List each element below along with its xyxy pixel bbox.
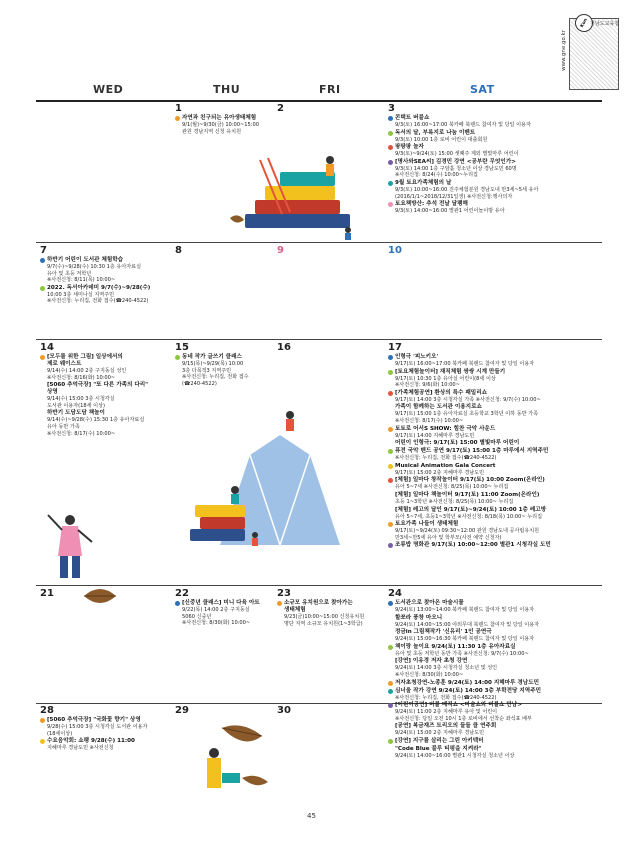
event-title: [모두를 위한 그림] 일상에서의 제로 웨이스트: [47, 354, 123, 367]
event-bullet-icon: [388, 116, 393, 121]
event-details: 9/1(월)~9/30(금) 10:00~15:00 관원 경남지역 신청 유치원: [182, 122, 259, 135]
event-item: [388, 130, 603, 144]
event-item: [388, 738, 603, 745]
books-ladder-illustration: [220, 130, 380, 240]
event-details: 9/3(토) 14:00 1층 구암홀 청소년 이상 경남도민 60명 ※사전신청: 8/24(수) 10:00~누리집: [395, 165, 517, 179]
event-item: [388, 115, 603, 129]
week-divider-1: [36, 242, 602, 243]
event-details: 9/17(토) 10:30 1층 유아실 어린이(8세 이상 ※사전신청: 9/6(화) 10:00~: [395, 375, 496, 389]
event-title: 저자초청강연-노종훈 9/24(토) 14:00 지혜마루 경남도민: [395, 679, 540, 686]
event-title: [어린이공연] 버블 매직쇼 <마술쇼와 버블쇼 만남>: [395, 702, 522, 709]
event-item: [40, 382, 175, 409]
event-details: 9/24(토) 15:00~16:30 북카페 북랜드 참여자 및 당일 이용자: [395, 636, 535, 643]
event-item: [388, 426, 603, 440]
event-bullet-icon: [388, 464, 393, 469]
cell-day-10: [388, 245, 488, 256]
event-bullet-icon: [388, 478, 393, 483]
leaf-illustration: [80, 580, 120, 610]
event-item: [388, 507, 603, 521]
event-item: [175, 354, 275, 387]
event-item: [40, 257, 175, 284]
event-title: [명사와SEA씨] 김경민 강연 <공부란 무엇인가>: [395, 158, 516, 165]
event-item: [388, 492, 603, 506]
header-divider: [36, 100, 602, 102]
event-bullet-icon: [388, 689, 393, 694]
event-details: 9/14(수)~9/28(수) 15:30 1층 유아자료실 유아 동반 가족 ※사전신청: 8/17(수) 10:00~: [47, 417, 145, 437]
day-number: 3: [388, 103, 395, 114]
event-details: 9/24(토) 11:00 2층 지혜마루 유아 및 어린이 ※사전신청: 당일 오전 10시 1층 로비에서 선착순 좌석표 배부: [395, 709, 532, 722]
event-details: 9/24(토) 14:00 3층 시청각실 청소년 및 성인 ※사전신청: 8/30(화) 10:00~: [395, 665, 498, 678]
event-bullet-icon: [277, 601, 282, 606]
event-item: [388, 404, 603, 424]
day-number: 30: [277, 705, 291, 716]
event-item: [388, 629, 603, 643]
event-title: 토토로 어서S SHOW: 힘찬 극악 사운드: [395, 425, 496, 432]
day-number: 15: [175, 342, 189, 353]
event-title: 수요음악회: 쇼팽 9/28(수) 11:00: [47, 738, 135, 745]
event-bullet-icon: [388, 181, 393, 186]
event-details: 9/3(토) 16:00~17:00 북카페 북랜드 참여자 및 당일 이용자: [395, 122, 531, 128]
event-item: [388, 521, 603, 541]
event-item: [40, 410, 175, 437]
day-header-fri: FRI: [319, 83, 341, 96]
event-details: ※사전신청: 누리집, 전화 접수(☎240-4522): [395, 694, 497, 701]
cell-day-14: [40, 342, 175, 437]
cell-day-24: [388, 588, 603, 760]
day-number: 28: [40, 705, 54, 716]
event-bullet-icon: [388, 543, 393, 548]
logo-mark-text: Kon: [579, 17, 589, 29]
event-details: 9/24(토) 13:00~14:00 북카페 북랜드 참여자 및 당일 이용자: [395, 607, 535, 613]
event-details: 9/17(토) 14:00 지혜마루 경남도민: [395, 432, 475, 439]
cell-day-2: [277, 103, 377, 114]
event-title: 토요가족 나들이 생태체험: [395, 521, 459, 528]
event-item: [388, 723, 603, 737]
event-bullet-icon: [388, 370, 393, 375]
event-item: [388, 600, 603, 614]
cell-day-8: [175, 245, 275, 256]
event-title: "Code Blue 블루 티펑을 지켜라": [395, 745, 482, 752]
event-title: 인형극 '피노키오': [395, 354, 439, 360]
day-header-wed: WED: [93, 83, 124, 96]
cell-day-30: [277, 705, 377, 716]
event-bullet-icon: [388, 427, 393, 432]
cell-day-17: [388, 342, 603, 549]
event-details: 9/3(토) 10:00 1층 로비 어린이 대출회원: [395, 136, 488, 143]
event-item: [40, 354, 175, 381]
event-title: 2022. 독서아카데미 9/7(수)~9/28(수): [47, 284, 151, 291]
event-item: [40, 285, 175, 305]
event-details: 9/14(수) 14:00 2층 구지동실 성인 ※사전신청: 8/16(화) 10:00~: [47, 368, 127, 381]
event-item: [388, 369, 603, 389]
event-item: [388, 658, 603, 678]
day-number: 16: [277, 342, 291, 353]
event-bullet-icon: [40, 718, 45, 723]
event-bullet-icon: [388, 739, 393, 744]
event-bullet-icon: [388, 145, 393, 150]
event-item: [388, 615, 603, 629]
cell-day-15: [175, 342, 275, 387]
event-title: 책이랑 놀이요 9/24(토) 11:30 1층 유아자료실: [395, 643, 516, 650]
event-title: [강연] 지구를 살리는 그린 아키텍터: [395, 737, 484, 744]
event-details: 9/17(토) 14:00 3층 시청각실 가족 ※사전신청: 9/7(수) 10:00~: [395, 396, 541, 403]
logo-url: www.gne.go.kr: [561, 30, 567, 71]
cell-day-28: [40, 705, 175, 752]
event-title: 조류밥 명화관 9/17(토) 10:00~12:00 별관1 시청각실 도민: [395, 542, 551, 549]
event-details: 지혜마루 경남도민 ※사전신청: [47, 745, 114, 752]
leaves-reader-illustration: [202, 718, 277, 798]
event-item: [40, 738, 175, 752]
event-item: [388, 448, 603, 462]
event-details: 9/24(토) 15:00 2층 지혜마루 경남도민: [395, 730, 485, 737]
event-details: 9/17(토) 16:00~17:00 북카페 북랜드 참여자 및 당일 이용자: [395, 361, 535, 367]
day-header-thu: THU: [213, 83, 241, 96]
event-item: [388, 644, 603, 658]
day-header-sat: SAT: [470, 83, 495, 96]
event-title: Musical Animation Gala Concert: [395, 462, 496, 469]
logo-text: 경남도교육청: [590, 21, 619, 27]
day-number: 2: [277, 103, 284, 114]
event-bullet-icon: [388, 703, 393, 708]
event-title: 독서의 달, 부록지로 나눔 이벤트: [395, 129, 476, 136]
event-item: [388, 390, 603, 404]
event-title: 팡팡팡 놀자: [395, 144, 424, 151]
event-details: 9/17(토)~9/24(토) 09:30~12:00 관원 경남도내 공사립유치원 만3세~만5세 유아 및 학부모(사전 예약 신청자): [395, 528, 540, 541]
cell-day-23: [277, 588, 387, 627]
event-item: [388, 159, 603, 179]
event-title: [5060 추억극장] "국화꽃 향기" 상영: [47, 717, 141, 723]
event-details: 9/17(토) 15:00 2층 지혜마루 경남도민: [395, 469, 485, 476]
event-bullet-icon: [175, 355, 180, 360]
event-bullet-icon: [388, 160, 393, 165]
cell-day-9: [277, 245, 377, 256]
event-title: 동네 작가 글쓰기 클래스: [182, 354, 242, 360]
event-title: [체험] 레고의 달인 9/17(토)~9/24(토) 10:00 1층 레고방: [395, 506, 547, 513]
event-title: 어린이 인형극: 9/17(토) 15:00 별빛마루 어린이: [395, 440, 520, 447]
day-number: 10: [388, 245, 402, 256]
event-title: 9월 토요가족체험의 날: [395, 179, 452, 186]
event-title: 하반기 어린이 도서관 체험학습: [47, 257, 124, 263]
page-number: 45: [307, 812, 316, 820]
event-bullet-icon: [175, 601, 180, 606]
cell-day-16: [277, 342, 377, 353]
event-item: [388, 144, 603, 158]
event-item: [388, 688, 603, 702]
event-details: 유아 5~7세 ※사전신청: 8/25(목) 10:00~ 누리집: [395, 484, 509, 491]
event-bullet-icon: [388, 681, 393, 686]
event-item: [388, 354, 603, 368]
event-bullet-icon: [175, 116, 180, 121]
cell-day-3: [388, 103, 603, 215]
day-number: 29: [175, 705, 189, 716]
event-details: 초등 1~3학년 ※사전신청: 8/25(목) 10:00~ 누리집: [395, 498, 514, 505]
event-bullet-icon: [388, 131, 393, 136]
event-details: 9/3(토)~9/24(토) 15:00 셋째주 제외 별빛마루 어린이: [395, 151, 519, 158]
cell-day-22: [175, 588, 275, 627]
event-title: 퓨전 국악 밴드 공연 9/17(토) 15:00 1층 마루에서 지역주민: [395, 448, 549, 455]
event-title: [가족체험공연] 환상의 특수 패밀리쇼: [395, 389, 488, 396]
event-details: 9/23(금)10:00~15:00 신청유치원 명단 지역 소규모 유치원(1~3학급): [284, 614, 365, 627]
cell-day-7: [40, 245, 175, 305]
event-title: [토요체험놀이터] 재직체험 쌍쌍 시계 만들기: [395, 368, 506, 375]
day-number: 21: [40, 588, 54, 599]
event-details: 9/14(수) 15:00 3층 시청각실 도서관 이용자(18세 이상): [47, 396, 115, 409]
event-details: 9/15(목)~9/29(목) 10:00 3층 다목적3 지역주민 ※사전신청: 누리집, 전화 접수 (☎240-4522): [182, 361, 249, 387]
event-item: [40, 717, 175, 737]
event-item: [277, 600, 387, 627]
event-title: [강연] 이유경 저자 초청 강연: [395, 658, 468, 665]
event-title: 심너울 작가 강연 9/24(토) 14:00 3층 부학전당 지역주민: [395, 687, 542, 694]
event-bullet-icon: [388, 355, 393, 360]
event-bullet-icon: [388, 645, 393, 650]
event-item: [388, 463, 603, 477]
day-number: 1: [175, 103, 182, 114]
event-title: 자연과 친구되는 유아생태체험: [182, 115, 257, 121]
event-item: [175, 600, 275, 627]
event-bullet-icon: [40, 286, 45, 291]
event-title: [체험] 일마다 책놀이터 9/17(토) 11:00 Zoom(온라인): [395, 491, 540, 498]
event-details: 9/3(토) 14:00~16:00 별관1 어린이놀이방 유아: [395, 208, 505, 215]
event-title: 소규모 유치원으로 찾아가는 생태체험: [284, 600, 353, 613]
event-bullet-icon: [388, 522, 393, 527]
event-details: 9/7(수)~9/28(수) 10:30 1층 유아자료실 유아 및 초등 저학년 ※사전신청: 8/11(목) 10:00~: [47, 264, 141, 284]
event-item: [388, 680, 603, 687]
event-bullet-icon: [40, 739, 45, 744]
event-item: [388, 746, 603, 760]
event-title: 할쪼라 풍창 마오니: [395, 614, 443, 621]
event-bullet-icon: [388, 601, 393, 606]
event-details: 유아 5~7세, 초등1~3학년 ※사전신청: 8/18(목) 10:00~ 누리집: [395, 513, 542, 520]
girl-illustration: [40, 510, 100, 585]
event-item: [388, 477, 603, 491]
event-details: 10:00 3층 세미나실 지역주민 ※사전신청: 누리집, 전화 접수(☎240-4522): [47, 291, 149, 305]
day-number: 7: [40, 245, 47, 256]
event-bullet-icon: [388, 391, 393, 396]
event-bullet-icon: [388, 449, 393, 454]
event-title: 토요책방산: 추석 전날 달팽해: [395, 201, 468, 208]
day-number: 14: [40, 342, 54, 353]
event-details: 9/24(토) 14:00~15:00 야외무대 북랜드 참여자 및 당일 이용자: [395, 621, 540, 628]
event-item: [388, 201, 603, 215]
event-details: 9/22(목) 14:00 2층 구지동실 5060 신중년 ※사전신청: 8/30(화) 10:00~: [182, 607, 251, 627]
book-mountain-illustration: [190, 395, 370, 565]
event-title: 정금in 그림책작가 '신유리' 1인 공연극: [395, 629, 492, 636]
day-number: 9: [277, 245, 284, 256]
day-number: 17: [388, 342, 402, 353]
event-details: 9/3(토) 10:00~16:00 진주체험분원 경남도내 만3세~5세 유아 (2016/1/1~2018/12/31일생) ※사전신청:행사의자: [395, 186, 539, 200]
event-details: ※사전신청: 누리집, 전화 접수(☎240-4522): [395, 455, 497, 462]
event-item: [388, 180, 603, 200]
event-title: [체험] 일마다 창작놀이터 9/17(토) 10:00 Zoom(온라인): [395, 477, 545, 484]
week-divider-2: [36, 339, 602, 340]
event-bullet-icon: [388, 202, 393, 207]
event-title: 도서관으로 찾아온 마술시물: [395, 600, 464, 606]
event-title: 가족이 함께하는 도서관 이용지로쇼: [395, 404, 482, 411]
event-item: [388, 440, 603, 447]
day-number: 22: [175, 588, 189, 599]
event-title: 하반기 도담도담 책놀이: [47, 410, 105, 417]
event-details: 9/24(토) 14:00~16:00 별관1 시청각실 청소년 이상: [395, 752, 515, 759]
event-details: 9/28(수) 15:00 3층 시청각실 도서관 이용자 (18세이상): [47, 724, 148, 737]
event-bullet-icon: [40, 258, 45, 263]
day-number: 23: [277, 588, 291, 599]
day-number: 24: [388, 588, 402, 599]
event-title: [신중년 클래스] 미니 다육 아트: [182, 600, 260, 606]
event-title: 콘택트 버블쇼: [395, 115, 430, 121]
event-bullet-icon: [40, 355, 45, 360]
week-divider-3: [36, 585, 602, 586]
event-title: [공연] 복금재즈 트리오의 들들 클 연주회: [395, 723, 497, 730]
event-item: [388, 542, 603, 549]
cell-day-29: [175, 705, 275, 716]
day-number: 8: [175, 245, 182, 256]
event-title: [5060 추억극장] "또 다른 가족의 다리" 상영: [47, 382, 149, 396]
event-details: 9/17(토) 15:00 1층 유아자료실 초등학교 3학년 이하 동반 가족 ※사전신청: 8/17(수) 10:00~: [395, 411, 539, 424]
event-details: 유아 및 초등 저학년 동반 가족 ※사전신청: 9/7(수) 10:00~: [395, 650, 529, 657]
event-item: [388, 702, 603, 722]
